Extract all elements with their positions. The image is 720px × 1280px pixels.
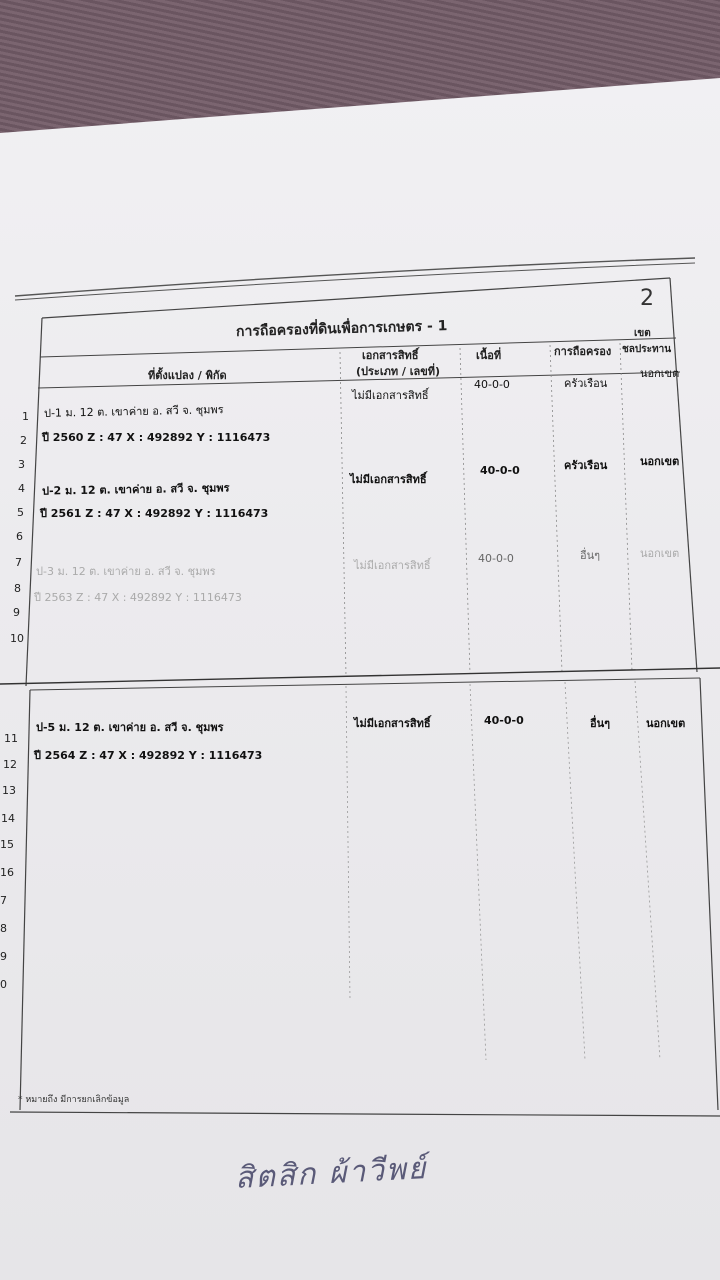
record-holding: อื่นๆ — [590, 717, 611, 730]
record-area: 40-0-0 — [478, 552, 514, 565]
row-number: 1 — [22, 410, 29, 423]
header-holding: การถือครอง — [554, 345, 612, 358]
record-location: ป-2 ม. 12 ต. เขาค่าย อ. สวี จ. ชุมพร — [41, 481, 230, 498]
record-coords: ปี 2560 Z : 47 X : 492892 Y : 1116473 — [42, 431, 271, 444]
record-holding: ครัวเรือน — [564, 459, 608, 472]
record-coords: ปี 2561 Z : 47 X : 492892 Y : 1116473 — [40, 507, 269, 520]
record-document: ไม่มีเอกสารสิทธิ์ — [354, 559, 431, 572]
header-zone-1: เขต — [634, 328, 651, 339]
row-number: 5 — [17, 506, 24, 519]
row-number: 0 — [0, 978, 7, 991]
record-holding: อื่นๆ — [580, 549, 601, 562]
record-document: ไม่มีเอกสารสิทธิ์ — [350, 473, 427, 486]
record-area: 40-0-0 — [474, 378, 510, 391]
row-number: 6 — [16, 530, 23, 543]
row-number: 2 — [20, 434, 27, 447]
row-number: 12 — [3, 758, 17, 771]
header-zone-2: ชลประทาน — [622, 344, 672, 355]
header-document-sub: (ประเภท / เลขที่) — [356, 365, 441, 378]
header-area: เนื้อที่ — [476, 349, 502, 362]
row-number: 7 — [15, 556, 22, 569]
record-coords: ปี 2563 Z : 47 X : 492892 Y : 1116473 — [34, 591, 242, 604]
row-number: 9 — [13, 606, 20, 619]
record-holding: ครัวเรือน — [564, 377, 608, 390]
table-title: การถือครองที่ดินเพื่อการเกษตร - 1 — [235, 318, 448, 340]
row-number: 11 — [4, 732, 18, 745]
record-zone: นอกเขต — [640, 547, 680, 560]
record-location: ป-1 ม. 12 ต. เขาค่าย อ. สวี จ. ชุมพร — [43, 403, 224, 420]
row-number: 8 — [0, 922, 7, 935]
header-document: เอกสารสิทธิ์ — [362, 349, 419, 362]
footnote: * หมายถึง มีการยกเลิกข้อมูล — [18, 1095, 130, 1105]
row-number: 15 — [0, 838, 14, 851]
row-number: 9 — [0, 950, 7, 963]
row-number: 14 — [1, 812, 15, 825]
handwritten-signature: สิตสิก ผ้าวีพย์ — [234, 1150, 429, 1197]
record-location: ป-3 ม. 12 ต. เขาค่าย อ. สวี จ. ชุมพร — [36, 565, 216, 578]
page-number: 2 — [640, 286, 654, 311]
row-number: 8 — [14, 582, 21, 595]
record-coords: ปี 2564 Z : 47 X : 492892 Y : 1116473 — [34, 749, 263, 762]
record-area: 40-0-0 — [484, 714, 524, 727]
record-zone: นอกเขต — [646, 717, 686, 730]
record-document: ไม่มีเอกสารสิทธิ์ — [354, 717, 431, 730]
row-number: 4 — [18, 482, 25, 495]
record-document: ไม่มีเอกสารสิทธิ์ — [352, 389, 429, 402]
row-number: 3 — [18, 458, 25, 471]
record-zone: นอกเขต — [640, 367, 680, 380]
record-zone: นอกเขต — [640, 455, 680, 468]
row-number: 13 — [2, 784, 16, 797]
record-area: 40-0-0 — [480, 464, 520, 477]
row-number: 16 — [0, 866, 14, 879]
record-location: ป-5 ม. 12 ต. เขาค่าย อ. สวี จ. ชุมพร — [36, 721, 224, 734]
row-number: 10 — [10, 632, 24, 645]
header-location: ที่ตั้งแปลง / พิกัด — [148, 369, 227, 382]
row-number: 7 — [0, 894, 7, 907]
